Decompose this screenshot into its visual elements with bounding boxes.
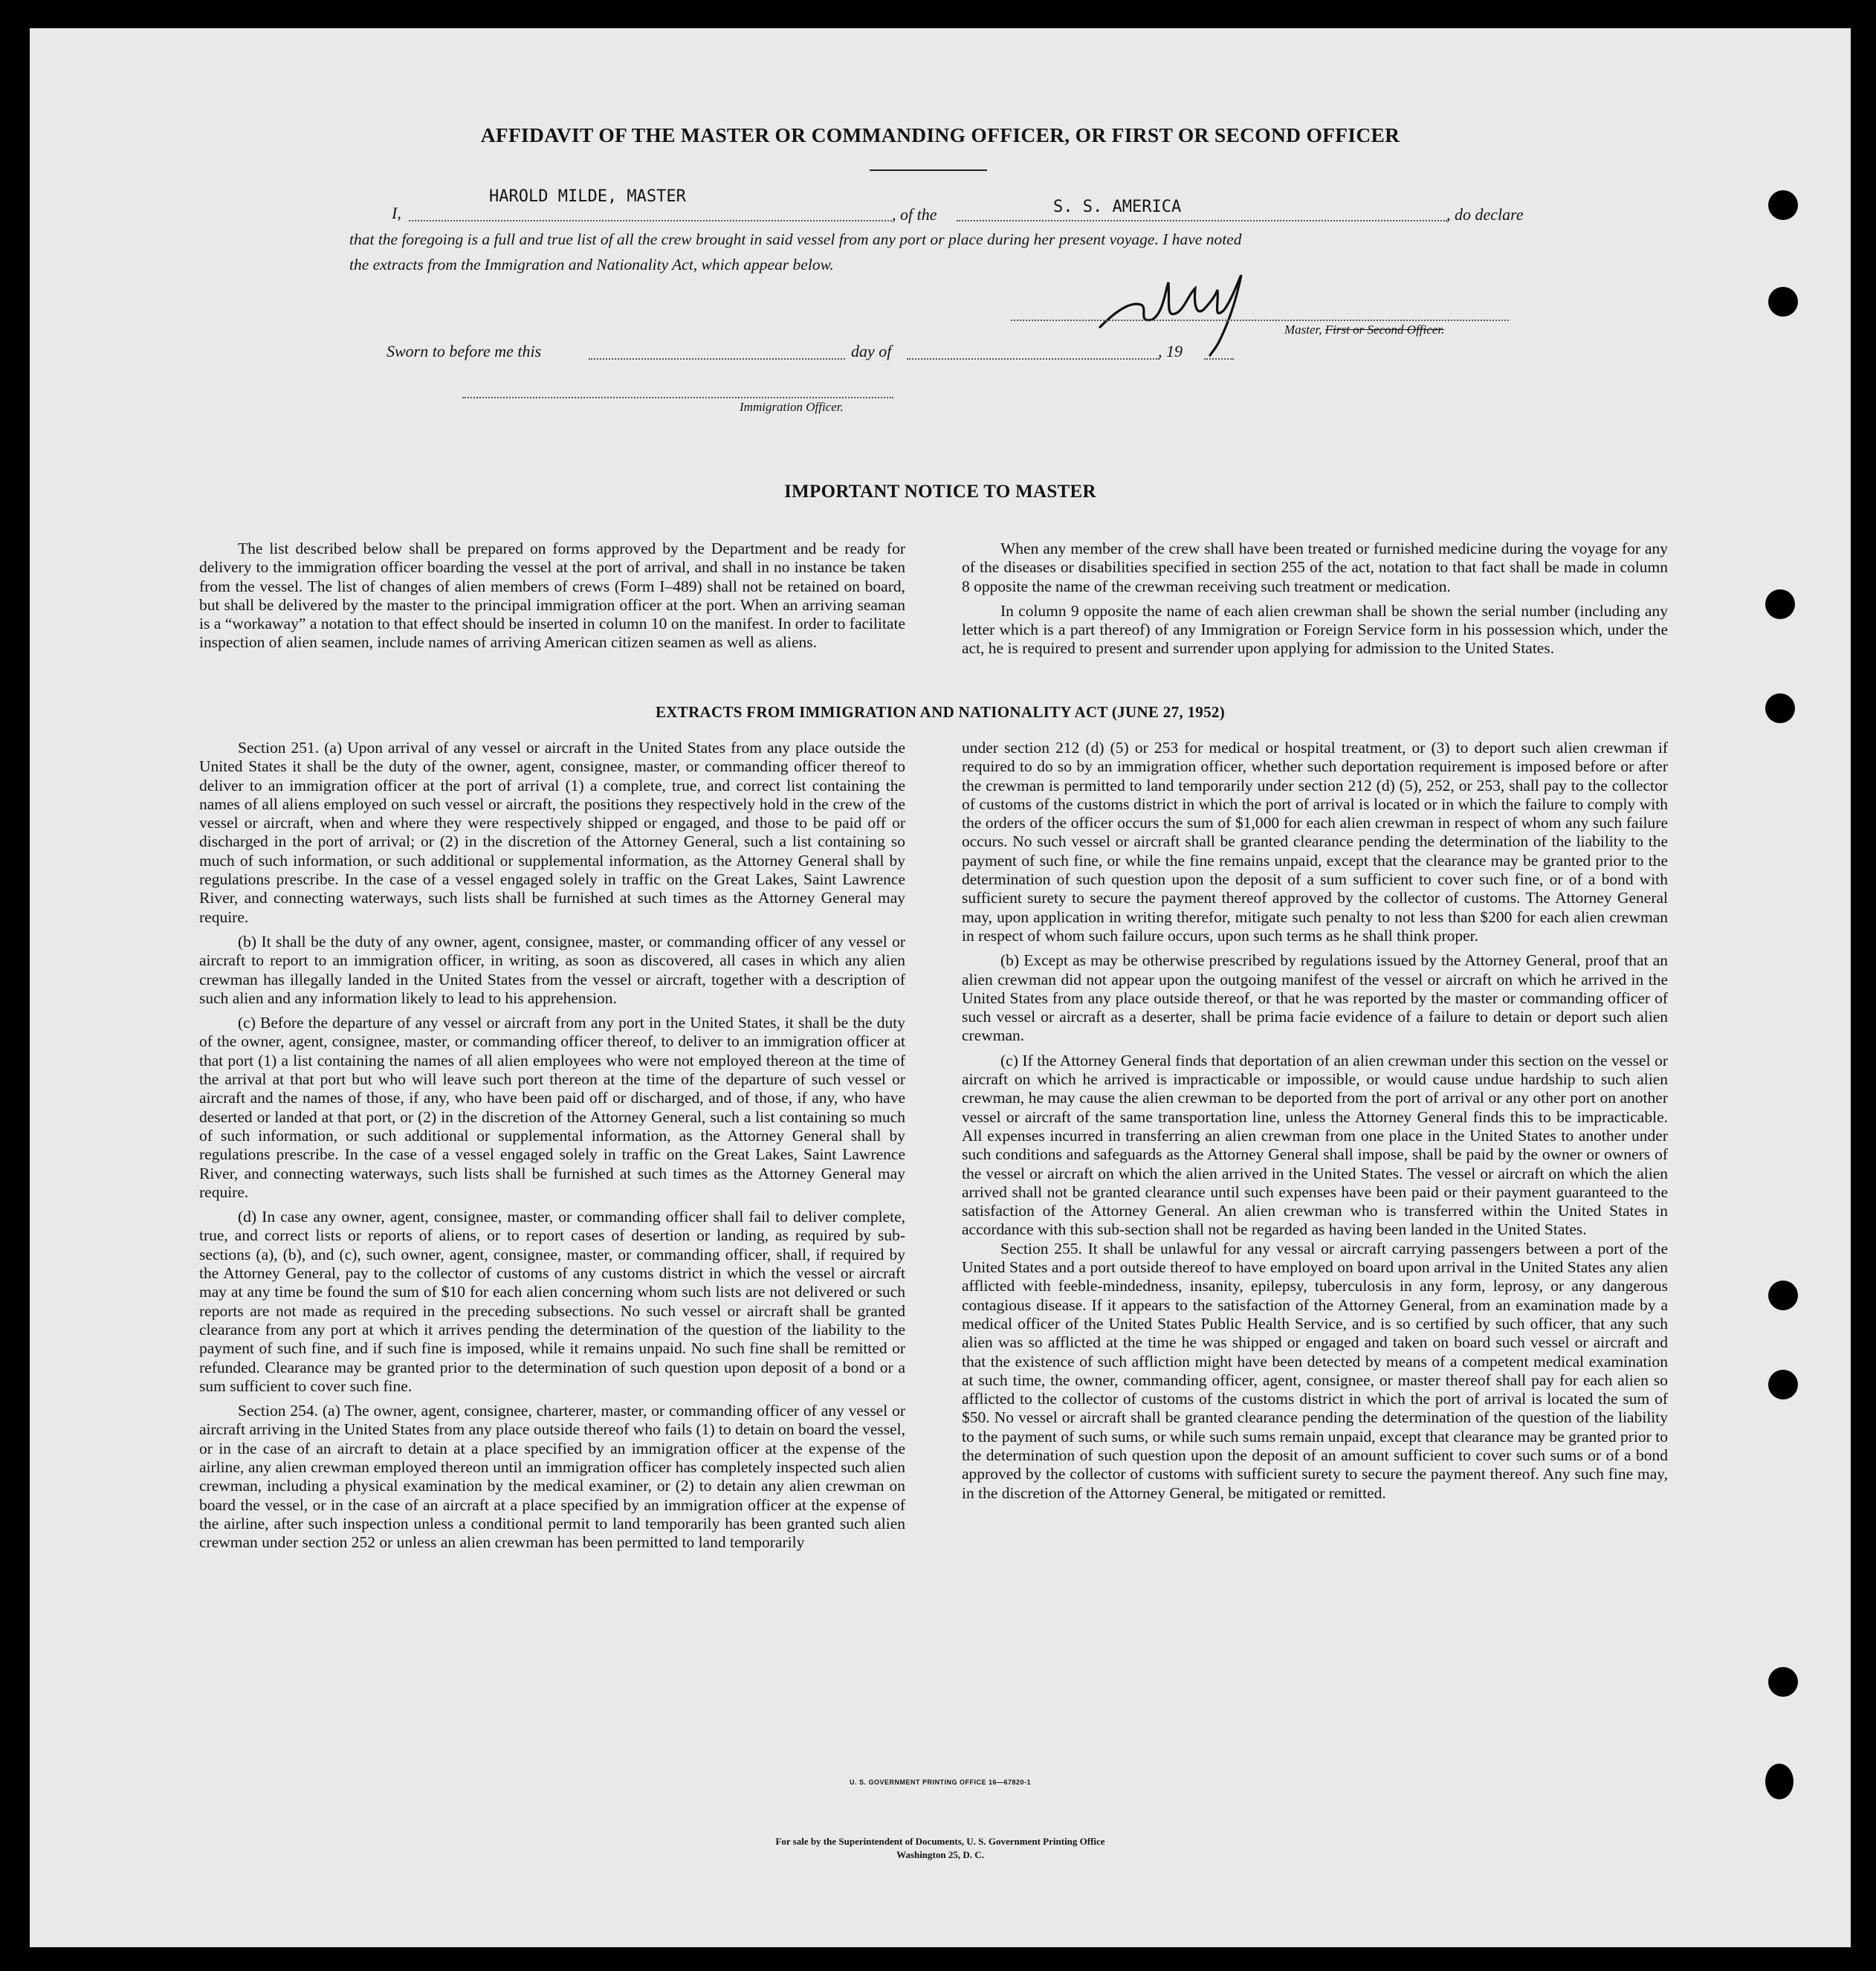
section-251-a: Section 251. (a) Upon arrival of any vessel or aircraft in the United States from any place outside the United States it shall be the duty of the owner, agent, consignee, master, or commanding officer thereof to deliver to an immigration officer at the port of arrival (1) a complete, true, and correct list containing the names of all aliens employed on such vessel or aircraft, the positions they respectively hold in the crew of the vessel or aircraft, when and where they were respectively shipped or engaged, and those to be paid off or discharged in the port of arrival; or (2) in the discretion of the Attorney General, such a list containing so much of such information, or such additional or supplemental information, as the Attorney General shall by regulations prescribe. In the case of a vessel engaged solely in traffic on the Great Lakes, Saint Lawrence River, and connecting waterways, such lists shall be furnished at such times as the Attorney General may require. [199, 739, 905, 926]
notice-left-column [199, 540, 905, 653]
notice-right-column [962, 540, 1668, 658]
signature-caption-master: Master, [1284, 323, 1322, 337]
signature-caption [1284, 323, 1444, 337]
extracts-title: EXTRACTS FROM IMMIGRATION AND NATIONALITY ACT (JUNE 27, 1952) [656, 703, 1225, 721]
section-254-a: Section 254. (a) The owner, agent, consignee, charterer, master, or commanding officer of any vessel or aircraft arriving in the United States from any place outside thereof who fails (1) to detain on board the vessel, or in the case of an aircraft to detain at a place specified by an immigration officer at the expense of the airline, any alien crewman employed thereon until an immigration officer has completely inspected such alien crewman, including a physical examination by the medical examiner, or (2) to detain any alien crewman on board the vessel, or in the case of an aircraft at a place specified by an immigration officer at the expense of the airline, after such inspection unless a conditional permit to land temporarily has been granted such alien crewman under section 252 or unless an alien crewman has been permitted to land temporarily [199, 1402, 905, 1552]
declarant-name-line [409, 220, 892, 221]
sworn-year-line [1204, 358, 1234, 360]
punch-hole [1768, 1667, 1798, 1697]
signature-caption-struck: First or Second Officer. [1324, 323, 1445, 337]
day-of-label: day of [851, 342, 892, 360]
immigration-officer-line [462, 397, 893, 398]
immigration-officer-label: Immigration Officer. [740, 400, 844, 414]
extracts-left-column [199, 739, 905, 1552]
section-254-a-continued: under section 212 (d) (5) or 253 for medical or hospital treatment, or (3) to deport such alien crewman if required to do so by an immigration officer, whether such deportation requirement is imposed before or after the crewman is permitted to land temporarily under section 212 (d) (5), 252, or 253, shall pay to the collector of customs of the customs district in which the port of arrival is located or in which the failure to comply with the orders of the officer occurs the sum of $1,000 for each alien crewman in respect of whom any such failure occurs. No such vessel or aircraft shall be granted clearance pending the determination of the liability to the payment of such fine, or while the fine remains unpaid, except that the clearance may be granted prior to the determination of such question upon the deposit of a sum sufficient to cover such fine, or of a bond with sufficient surety to secure the payment thereof approved by the collector of customs. The Attorney General may, upon application in writing therefor, mitigate such penalty to not less than $200 for each alien crewman in respect of whom such failure occurs, upon such terms as he shall think proper. [962, 739, 1668, 945]
punch-hole [1768, 287, 1798, 317]
punch-hole [1765, 1764, 1793, 1799]
punch-hole [1768, 1370, 1798, 1399]
of-the-label: , of the [892, 205, 937, 224]
sale-notice-line-1: For sale by the Superintendent of Documents, U. S. Government Printing Office [775, 1836, 1105, 1847]
notice-title: IMPORTANT NOTICE TO MASTER [784, 482, 1096, 502]
notice-left-paragraph: The list described below shall be prepared on forms approved by the Department and be ready for delivery to the immigration officer boarding the vessel at the port of arrival, and shall in no instance be taken from the vessel. The list of changes of alien members of crews (Form I–489) shall not be retained on board, but shall be delivered by the master to the principal immigration officer at the port. When an arriving seaman is a “workaway” a notation to that effect should be inserted in column 10 on the manifest. In order to facilitate inspection of alien seamen, include names of arriving American citizen seamen as well as aliens. [199, 540, 905, 652]
declaration-line-1: that the foregoing is a full and true list of all the crew brought in said vessel from any port or place during her present voyage. I have noted [349, 230, 1242, 248]
punch-hole [1768, 1281, 1798, 1310]
punch-hole [1768, 190, 1798, 220]
section-251-b: (b) It shall be the duty of any owner, agent, consignee, master, or commanding officer of any vessel or aircraft to report to an immigration officer, in writing, as soon as discovered, all cases in which any alien crewman has illegally landed in the United States from the vessel or aircraft, together with a description of such alien and any information likely to lead to his apprehension. [199, 932, 905, 1007]
extracts-right-column [962, 739, 1668, 1503]
section-254-c: (c) If the Attorney General finds that deportation of an alien crewman under this section on the vessel or aircraft on which he arrived is impracticable or impossible, or would cause undue hardship to such alien crewman, he may cause the alien crewman to be deported from the port of arrival or any other port on another vessel or aircraft of the same transportation line, unless the Attorney General finds this to be impracticable. All expenses incurred in transferring an alien crewman from one place in the United States to another under such conditions and safeguards as the Attorney General shall impose, shall be paid by the owner or owners of the vessel or aircraft on which the alien arrived in the United States. The vessel or aircraft on which the alien arrived shall not be granted clearance until such expenses have been paid or their payment guaranteed to the satisfaction of the Attorney General. An alien crewman who is transferred within the United States in accordance with this sub-section shall not be regarded as having been landed in the United States. [962, 1051, 1668, 1239]
punch-hole [1765, 693, 1795, 723]
section-251-d: (d) In case any owner, agent, consignee, master, or commanding officer shall fail to deliver complete, true, and correct lists or reports of aliens, or to report cases of desertion or landing, as required by sub-sections (a), (b), and (c), such owner, agent, consignee, master, or commanding officer, shall, if required by the Attorney General, pay to the collector of customs of any customs district in which the vessel or aircraft may at any time be found the sum of $10 for each alien concerning whom such lists are not delivered or such reports are not made as required in the preceding subsections. No such vessel or aircraft shall be granted clearance from any port at which it arrives pending the determination of the question of the liability to the payment of such fine, and if such fine is imposed, while it remains unpaid. No such fine shall be remitted or refunded. Clearance may be granted prior to the determination of such question upon deposit of a bond or a sum sufficient to cover such fine. [199, 1208, 905, 1395]
sworn-label: Sworn to before me this [386, 342, 542, 360]
declarant-prefix: I, [392, 204, 401, 222]
signature-line [1011, 320, 1509, 321]
sale-notice-line-2: Washington 25, D. C. [896, 1849, 984, 1860]
section-251-c: (c) Before the departure of any vessel or aircraft from any port in the United States, it shall be the duty of the owner, agent, consignee, master, or commanding officer thereof, to deliver to an immigration officer at that port (1) a list containing the names of all alien employees who were not employed thereon at the time of the arrival at that port but who will leave such port thereon at the time of the departure of such vessel or aircraft and the names of those, if any, who have been paid off or discharged, and of those, if any, who have deserted or landed at that port, or (2) in the discretion of the Attorney General, such a list containing so much of such information, or such additional or supplemental information, as the Attorney General shall by regulations prescribe. In the case of a vessel engaged solely in traffic on the Great Lakes, Saint Lawrence River, and connecting waterways, such lists shall be furnished at such times as the Attorney General may require. [199, 1014, 905, 1201]
declaration-line-2: the extracts from the Immigration and Nationality Act, which appear below. [349, 256, 834, 274]
gpo-imprint: U. S. GOVERNMENT PRINTING OFFICE 16—67820-1 [849, 1779, 1032, 1786]
punch-hole [1765, 589, 1795, 619]
notice-right-paragraph-2: In column 9 opposite the name of each alien crewman shall be shown the serial number (including any letter which is a part thereof) of any Immigration or Foreign Service form in his possession which, under the act, he is required to present and surrender upon applying for admission to the United States. [962, 601, 1668, 658]
vessel-name: S. S. AMERICA [1053, 198, 1182, 216]
section-254-b: (b) Except as may be otherwise prescribed by regulations issued by the Attorney General, proof that an alien crewman did not appear upon the outgoing manifest of the vessel or aircraft on which he arrived in the United States from any place outside thereof, or that he was reported by the master or commanding officer of such vessel or aircraft as a deserter, shall be prima facie evidence of a failure to detain or deport such alien crewman. [962, 951, 1668, 1045]
do-declare-label: , do declare [1446, 205, 1524, 224]
affidavit-title: AFFIDAVIT OF THE MASTER OR COMMANDING OFFICER, OR FIRST OR SECOND OFFICER [480, 123, 1400, 146]
vessel-name-line [957, 220, 1447, 221]
sworn-day-line [589, 358, 845, 360]
year-label: , 19 [1158, 342, 1183, 360]
master-name: HAROLD MILDE, MASTER [489, 187, 686, 206]
title-underline [870, 169, 987, 171]
notice-right-paragraph-1: When any member of the crew shall have been treated or furnished medicine during the voyage for any of the diseases or disabilities specified in section 255 of the act, notation to that fact shall be made in column 8 opposite the name of the crewman receiving such treatment or medication. [962, 540, 1668, 595]
sworn-month-line [907, 358, 1159, 360]
document-page [30, 28, 1851, 1947]
section-255: Section 255. It shall be unlawful for any vessal or aircraft carrying passengers between a port of the United States and a port outside thereof to have employed on board upon arrival in the United States any alien afflicted with feeble-mindedness, insanity, epilepsy, tuberculosis in any form, leprosy, or any dangerous contagious disease. If it appears to the satisfaction of the Attorney General, from an examination made by a medical officer of the United States Public Health Service, and is so certified by such officer, that any such alien was so afflicted at the time he was shipped or engaged and taken on board such vessel or aircraft and that the existence of such affliction might have been detected by means of a competent medical examination at such time, the owner, commanding officer, agent, consignee, or master thereof shall pay for each alien so afflicted to the collector of customs of the customs district in which the port of arrival is located the sum of $50. No vessel or aircraft shall be granted clearance pending the determination of the question of the liability to the payment of such sums, or while such sums remain unpaid, except that clearance may be granted prior to the determination of such question upon the deposit of an amount sufficient to cover such sums or of a bond approved by the collector of customs with sufficient surety to secure the payment thereof. Any such fine may, in the discretion of the Attorney General, be mitigated or remitted. [962, 1239, 1668, 1502]
